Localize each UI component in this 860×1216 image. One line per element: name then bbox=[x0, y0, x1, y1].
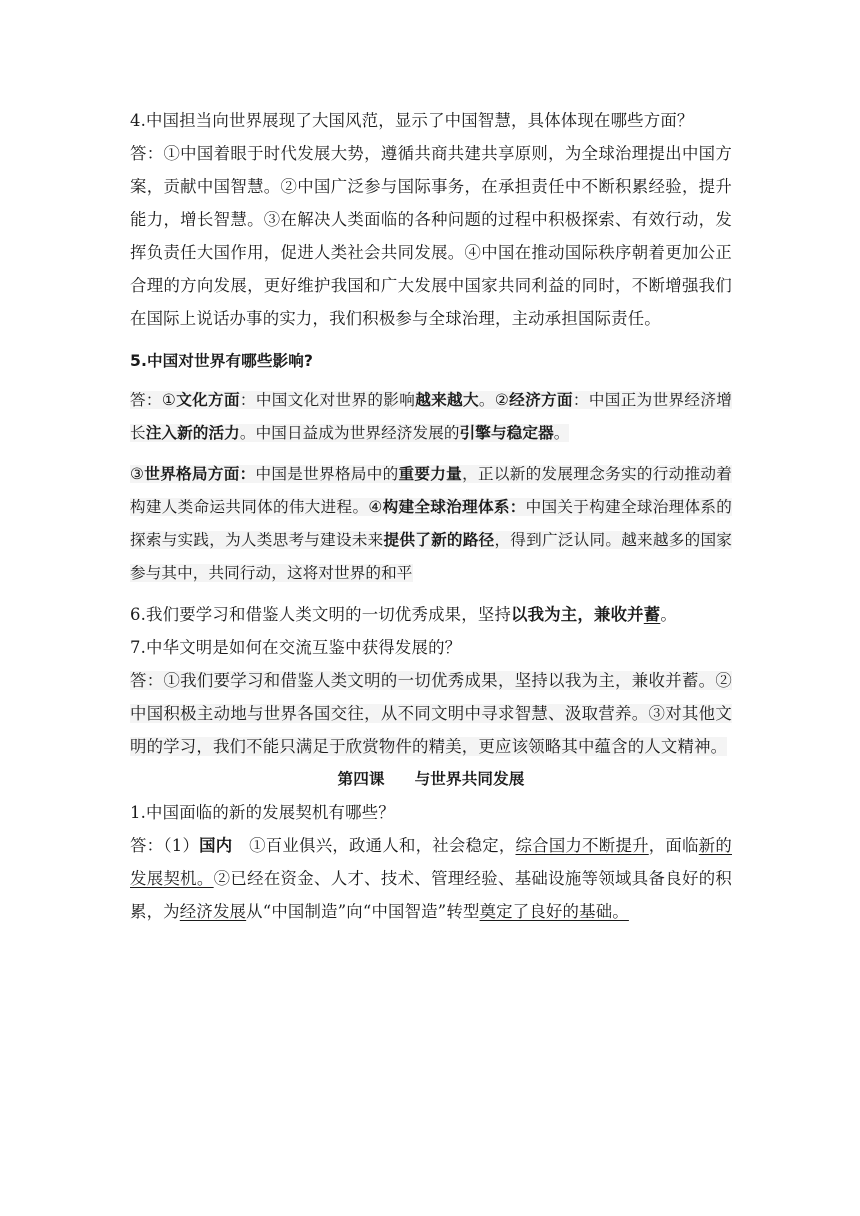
lesson-number: 第四课 bbox=[337, 770, 385, 788]
lesson4-q1-answer: 答：（1）国内 ①百业俱兴，政通人和，社会稳定，综合国力不断提升，面临新的发展契机。②已经在资金、人才、技术、管理经验、基础设施等领域具备良好的积累，为经济发展从“中国制造”向“中国智造”转型奠定了良好的基础。 bbox=[130, 836, 733, 921]
q5-answer-part1: 答：①文化方面：中国文化对世界的影响越来越大。②经济方面：中国正为世界经济增长注入新的活力。中国日益成为世界经济发展的引擎与稳定器。 bbox=[130, 391, 732, 442]
lesson4-q1-question: 1.中国面临的新的发展契机有哪些？ bbox=[130, 803, 395, 822]
q4-question: 4.中国担当向世界展现了大国风范，显示了中国智慧，具体体现在哪些方面？ bbox=[130, 111, 694, 130]
lesson-heading bbox=[130, 763, 732, 796]
q7-answer: 答：①我们要学习和借鉴人类文明的一切优秀成果，坚持以我为主，兼收并蓄。②中国积极主动地与世界各国交往，从不同文明中寻求智慧、汲取营养。③对其他文明的学习，我们不能只满足于欣赏物件的精美，更应该领略其中蕴含的人文精神。 bbox=[130, 671, 732, 756]
q5-answer-part2: ③世界格局方面：中国是世界格局中的重要力量，正以新的发展理念务实的行动推动着构建人类命运共同体的伟大进程。④构建全球治理体系：中国关于构建全球治理体系的探索与实践，为人类思考与建设未来提供了新的路径，得到广泛认同。越来越多的国家参与其中，共同行动，这将对世界的和平 bbox=[130, 465, 732, 582]
lesson-title: 与世界共同发展 bbox=[414, 770, 525, 788]
q4-answer: 答：①中国着眼于时代发展大势，遵循共商共建共享原则，为全球治理提出中国方案，贡献中国智慧。②中国广泛参与国际事务，在承担责任中不断积累经验，提升能力，增长智慧。③在解决人类面临的各种问题的过程中积极探索、有效行动，发挥负责任大国作用，促进人类社会共同发展。④中国在推动国际秩序朝着更加公正合理的方向发展，更好维护我国和广大发展中国家共同利益的同时，不断增强我们在国际上说话办事的实力，我们积极参与全球治理，主动承担国际责任。 bbox=[130, 144, 732, 328]
q7-question: 7.中华文明是如何在交流互鉴中获得发展的？ bbox=[130, 638, 462, 657]
document-page bbox=[130, 104, 732, 928]
q5-question: 5.中国对世界有哪些影响? bbox=[130, 352, 314, 370]
q6-statement: 6.我们要学习和借鉴人类文明的一切优秀成果，坚持以我为主，兼收并蓄。 bbox=[130, 605, 677, 624]
